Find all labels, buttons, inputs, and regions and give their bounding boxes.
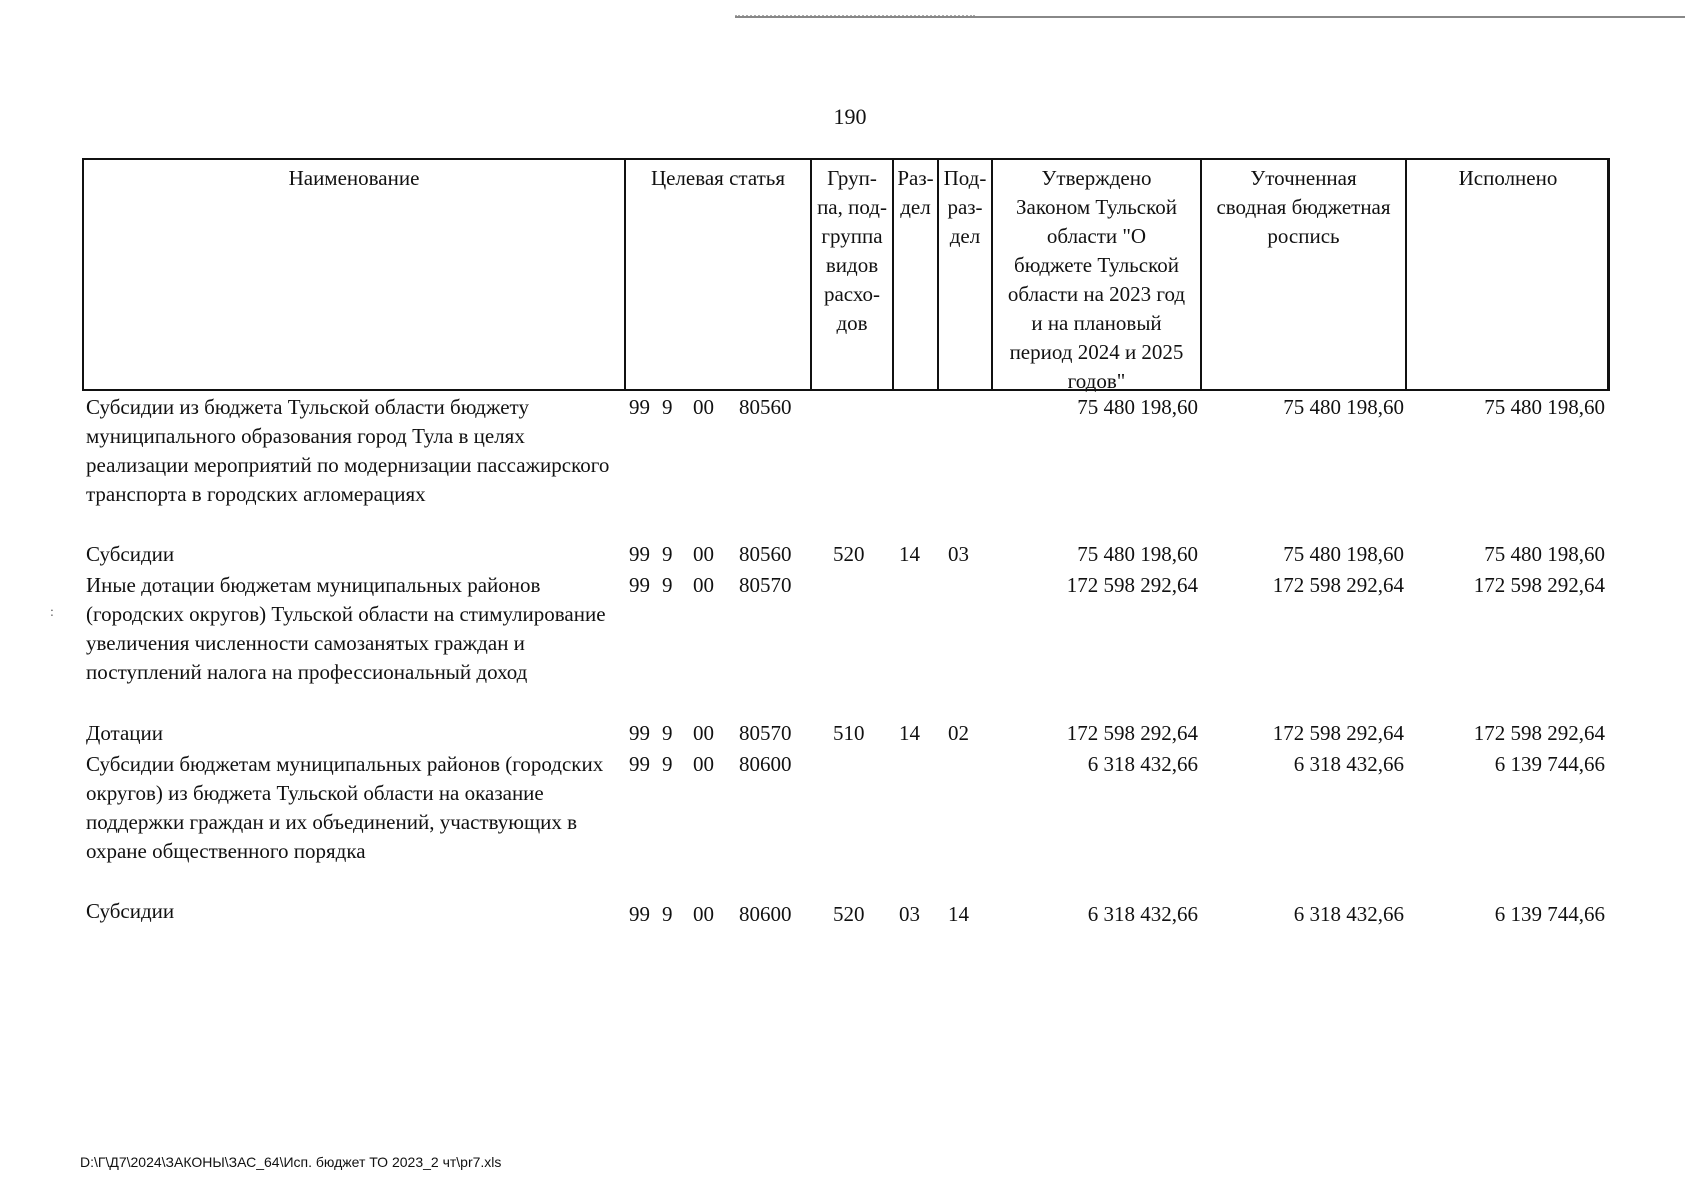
group-code: 510 — [833, 721, 865, 745]
executed-amount: 6 139 744,66 — [1494, 752, 1605, 776]
refined-amount: 6 318 432,66 — [1293, 752, 1404, 776]
page-number: 190 — [833, 104, 867, 129]
refined-amount: 172 598 292,64 — [1272, 573, 1404, 597]
header-target — [626, 160, 812, 389]
target-code-3: 00 — [693, 542, 714, 566]
target-code-2: 9 — [662, 721, 673, 745]
subsection-code: 14 — [948, 902, 969, 926]
header-section: Раз- дел — [894, 160, 939, 389]
table-header — [82, 158, 1610, 391]
top-rule — [735, 16, 1685, 18]
approved-amount: 6 318 432,66 — [1087, 902, 1198, 926]
target-code-2: 9 — [662, 573, 673, 597]
target-code-3: 00 — [693, 395, 714, 419]
approved-amount: 6 318 432,66 — [1087, 752, 1198, 776]
target-code-4: 80600 — [739, 902, 792, 926]
target-code-1: 99 — [629, 395, 650, 419]
section-code: 14 — [899, 721, 920, 745]
header-subsection: Под- раз- дел — [939, 160, 993, 389]
header-approved: Утверждено Законом Тульской области "О бюджете Тульской области на 2023 год и на плановый период 2024 и 2025 годов" — [993, 160, 1202, 389]
section-code: 14 — [899, 542, 920, 566]
stray-mark: : — [50, 605, 54, 620]
target-code-4: 80570 — [739, 573, 792, 597]
approved-amount: 75 480 198,60 — [1077, 395, 1198, 419]
executed-amount: 172 598 292,64 — [1473, 721, 1605, 745]
header-name-text: Наименование — [288, 166, 420, 190]
section-code: 03 — [899, 902, 920, 926]
target-code-2: 9 — [662, 752, 673, 776]
refined-amount: 6 318 432,66 — [1293, 902, 1404, 926]
target-code-3: 00 — [693, 573, 714, 597]
row-name: Субсидии из бюджета Тульской области бюджету муниципального образования город Тула в целях реализации мероприятий по модернизации пассажирского транспорта в городских агломерациях — [86, 395, 610, 506]
target-code-3: 00 — [693, 752, 714, 776]
target-code-4: 80600 — [739, 752, 792, 776]
subsection-code: 03 — [948, 542, 969, 566]
executed-amount: 6 139 744,66 — [1494, 902, 1605, 926]
target-code-4: 80560 — [739, 395, 792, 419]
target-code-4: 80570 — [739, 721, 792, 745]
file-path-footer: D:\Г\Д7\2024\ЗАКОНЫ\ЗАС_64\Исп. бюджет ТО 2023_2 чт\pr7.xls — [80, 1154, 502, 1170]
target-code-1: 99 — [629, 752, 650, 776]
refined-amount: 75 480 198,60 — [1283, 395, 1404, 419]
target-code-1: 99 — [629, 902, 650, 926]
row-name: Субсидии — [86, 899, 175, 923]
header-executed: Исполнено — [1458, 166, 1558, 190]
row-name: Дотации — [86, 721, 164, 745]
group-code: 520 — [833, 902, 865, 926]
row-name: Иные дотации бюджетам муниципальных районов (городских округов) Тульской области на стимулирование увеличения численности самозанятых граждан и поступлений налога на профессиональный доход — [86, 573, 606, 684]
target-code-3: 00 — [693, 721, 714, 745]
executed-amount: 75 480 198,60 — [1484, 395, 1605, 419]
target-code-2: 9 — [662, 902, 673, 926]
header-target-text: Целевая статья — [650, 166, 786, 190]
approved-amount: 75 480 198,60 — [1077, 542, 1198, 566]
target-code-2: 9 — [662, 542, 673, 566]
row-name: Субсидии — [86, 542, 175, 566]
target-code-1: 99 — [629, 573, 650, 597]
executed-amount: 172 598 292,64 — [1473, 573, 1605, 597]
header-name — [84, 160, 626, 389]
target-code-3: 00 — [693, 902, 714, 926]
executed-amount: 75 480 198,60 — [1484, 542, 1605, 566]
group-code: 520 — [833, 542, 865, 566]
target-code-4: 80560 — [739, 542, 792, 566]
target-code-1: 99 — [629, 721, 650, 745]
subsection-code: 02 — [948, 721, 969, 745]
header-group: Груп- па, под- группа видов расхо- дов — [812, 160, 894, 389]
target-code-2: 9 — [662, 395, 673, 419]
target-code-1: 99 — [629, 542, 650, 566]
approved-amount: 172 598 292,64 — [1066, 573, 1198, 597]
approved-amount: 172 598 292,64 — [1066, 721, 1198, 745]
row-name: Субсидии бюджетам муниципальных районов (городских округов) из бюджета Тульской области на оказание поддержки граждан и их объединений, участвующих в охране общественного порядка — [86, 752, 604, 863]
header-refined: Уточненная сводная бюджетная роспись — [1202, 160, 1407, 389]
refined-amount: 172 598 292,64 — [1272, 721, 1404, 745]
refined-amount: 75 480 198,60 — [1283, 542, 1404, 566]
